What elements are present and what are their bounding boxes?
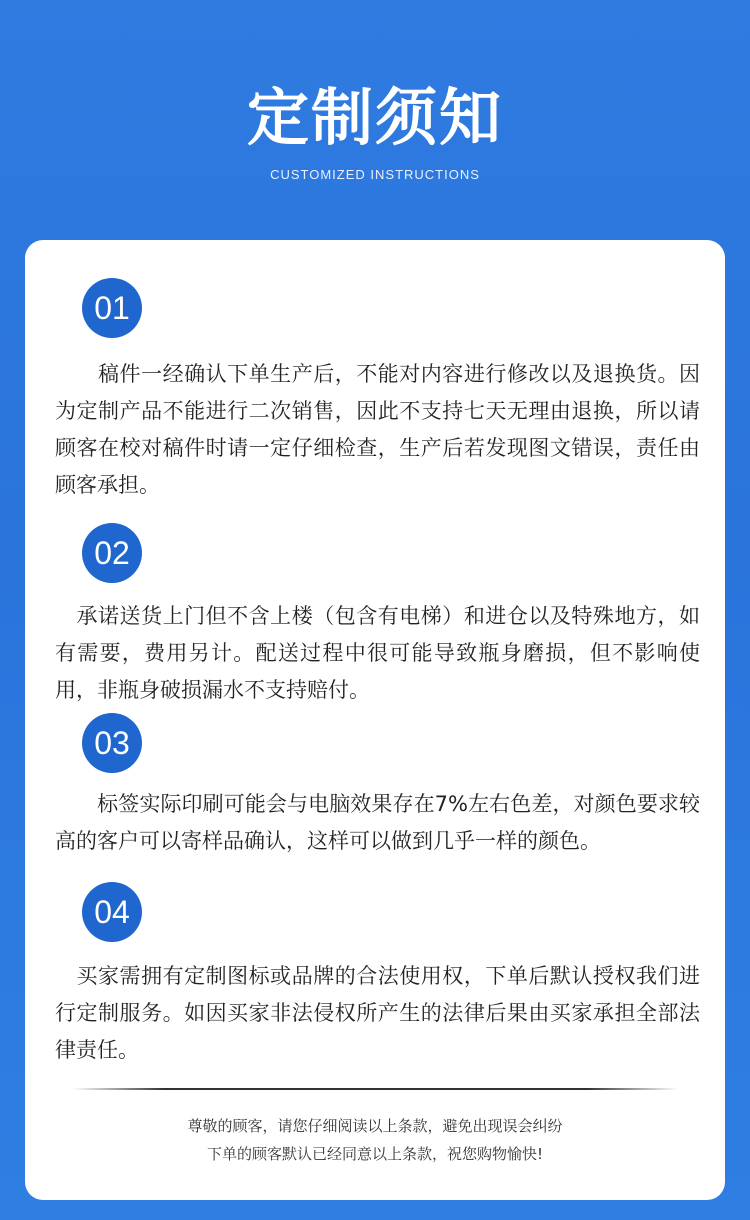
section-text: 承诺送货上门但不含上楼（包含有电梯）和进仓以及特殊地方，如有需要，费用另计。配送过程中很可能导致瓶身磨损，但不影响使用，非瓶身破损漏水不支持赔付。	[55, 604, 700, 702]
header	[0, 0, 750, 240]
footer-notice-line: 下单的顾客默认已经同意以上条款，祝您购物愉快!	[206, 1145, 543, 1163]
section-number-badge: 01	[82, 278, 142, 338]
divider	[73, 1088, 678, 1090]
footer-notice-line: 尊敬的顾客，请您仔细阅读以上条款，避免出现误会纠纷	[187, 1117, 563, 1135]
section-text: 买家需拥有定制图标或品牌的合法使用权，下单后默认授权我们进行定制服务。如因买家非法侵权所产生的法律后果由买家承担全部法律责任。	[55, 964, 700, 1062]
section-number-badge: 02	[82, 523, 142, 583]
section-text: 稿件一经确认下单生产后，不能对内容进行修改以及退换货。因为定制产品不能进行二次销售，因此不支持七天无理由退换，所以请顾客在校对稿件时请一定仔细检查，生产后若发现图文错误，责任由顾客承担。	[55, 362, 700, 497]
section-number-badge: 03	[82, 713, 142, 773]
page-subtitle: CUSTOMIZED INSTRUCTIONS	[270, 167, 480, 182]
instructions-card	[25, 240, 725, 1200]
page-title: 定制须知	[246, 81, 503, 154]
section-text: 标签实际印刷可能会与电脑效果存在7%左右色差，对颜色要求较高的客户可以寄样品确认，这样可以做到几乎一样的颜色。	[55, 792, 700, 853]
section-number-badge: 04	[82, 882, 142, 942]
